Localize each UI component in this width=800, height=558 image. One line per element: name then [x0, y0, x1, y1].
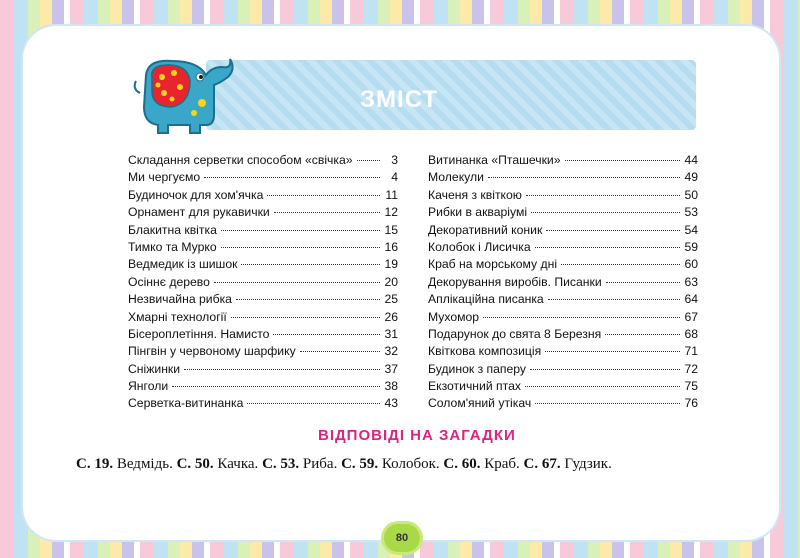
toc-entry-title: Рибки в акваріумі — [428, 205, 528, 220]
toc-entry-title: Ведмедик із шишок — [128, 257, 238, 272]
toc-entry — [428, 310, 698, 327]
answers-title: ВІДПОВІДІ НА ЗАГАДКИ — [318, 427, 516, 444]
answer-ref: С. 19. — [76, 456, 114, 472]
toc-entry — [428, 275, 698, 292]
toc-entry-page: 31 — [384, 326, 398, 341]
answer-ref: С. 60. — [443, 456, 481, 472]
toc-entry — [128, 188, 398, 205]
toc-entry-page: 75 — [684, 379, 698, 394]
toc-entry-title: Аплікаційна писанка — [428, 292, 544, 307]
toc-entry-page: 11 — [385, 187, 398, 202]
toc-entry — [428, 188, 698, 205]
dot-leader — [300, 351, 380, 352]
dot-leader — [605, 334, 680, 335]
toc-entry-title: Краб на морському дні — [428, 257, 558, 272]
toc-entry — [128, 170, 398, 187]
dot-leader — [483, 317, 680, 318]
toc-entry — [428, 257, 698, 274]
dot-leader — [548, 299, 680, 300]
answer-ref: С. 53. — [262, 456, 300, 472]
elephant-icon — [128, 55, 240, 137]
toc-right-column — [428, 153, 698, 414]
toc-entry-page: 25 — [384, 292, 398, 307]
toc-entry-title: Тимко та Мурко — [128, 239, 217, 254]
toc-entry-title: Мухомор — [428, 309, 480, 324]
dot-leader — [247, 403, 380, 404]
answer-text: Гудзик. — [564, 456, 612, 472]
dot-leader — [525, 386, 680, 387]
dot-leader — [357, 160, 380, 161]
toc-entry-title: Будиночок для хом'ячка — [128, 187, 264, 202]
toc-left-column — [128, 153, 398, 414]
toc-entry-title: Подарунок до свята 8 Березня — [428, 326, 602, 341]
toc-entry-title: Янголи — [128, 379, 169, 394]
toc-entry-page: 68 — [684, 326, 698, 341]
answer-text: Качка. — [217, 456, 259, 472]
page-title: ЗМІСТ — [360, 86, 439, 113]
toc-entry-page: 72 — [684, 361, 698, 376]
toc-entry-title: Молекули — [428, 170, 484, 185]
dot-leader — [221, 247, 380, 248]
toc-entry-page: 59 — [684, 239, 698, 254]
toc-entry-page: 16 — [384, 239, 398, 254]
toc-entry-page: 43 — [384, 396, 398, 411]
toc-entry — [128, 240, 398, 257]
toc-entry-page: 54 — [684, 222, 698, 237]
toc-entry-title: Солом'яний утікач — [428, 396, 532, 411]
dot-leader — [214, 282, 380, 283]
toc-entry-title: Орнамент для рукавички — [128, 205, 270, 220]
toc-entry — [428, 153, 698, 170]
dot-leader — [535, 403, 680, 404]
toc-entry-title: Сніжинки — [128, 361, 181, 376]
toc-entry-title: Екзотичний птах — [428, 379, 521, 394]
toc-entry — [428, 396, 698, 413]
dot-leader — [204, 177, 380, 178]
dot-leader — [172, 386, 380, 387]
dot-leader — [535, 247, 680, 248]
toc-entry — [428, 223, 698, 240]
toc-entry-title: Серветка-витинанка — [128, 396, 244, 411]
answer-ref: С. 59. — [341, 456, 379, 472]
toc-entry-page: 38 — [384, 379, 398, 394]
dot-leader — [488, 177, 680, 178]
toc-entry-page: 26 — [384, 309, 398, 324]
toc-entry — [128, 223, 398, 240]
toc-entry — [128, 344, 398, 361]
toc-entry-title: Декорування виробів. Писанки — [428, 274, 602, 289]
toc-entry — [428, 205, 698, 222]
toc-entry-title: Витинанка «Пташечки» — [428, 153, 561, 167]
dot-leader — [606, 282, 680, 283]
toc-entry-page: 63 — [684, 274, 698, 289]
toc-entry-page: 49 — [684, 170, 698, 185]
toc-entry-title: Складання серветки способом «свічка» — [128, 153, 353, 167]
toc-entry-title: Будинок з паперу — [428, 361, 527, 376]
toc-entry-title: Осіннє дерево — [128, 274, 210, 289]
toc-entry-page: 44 — [684, 153, 698, 167]
dot-leader — [184, 369, 380, 370]
toc-entry-page: 12 — [384, 205, 398, 220]
toc-entry-title: Пінгвін у червоному шарфику — [128, 344, 296, 359]
dot-leader — [274, 212, 380, 213]
toc-entry — [128, 257, 398, 274]
toc-entry — [128, 362, 398, 379]
toc-entry-title: Каченя з квіткою — [428, 187, 522, 202]
toc-entry-title: Ми чергуємо — [128, 170, 201, 185]
dot-leader — [231, 317, 380, 318]
toc-entry — [128, 292, 398, 309]
answer-text: Ведмідь. — [116, 456, 173, 472]
toc-entry — [128, 327, 398, 344]
toc-entry — [428, 344, 698, 361]
toc-entry-page: 32 — [384, 344, 398, 359]
toc-entry-page: 60 — [684, 257, 698, 272]
toc-entry-title: Незвичайна рибка — [128, 292, 232, 307]
toc-entry-title: Декоративний коник — [428, 222, 543, 237]
dot-leader — [267, 195, 380, 196]
toc-entry-page: 67 — [684, 309, 698, 324]
toc-entry — [128, 379, 398, 396]
toc-entry-title: Квіткова композиція — [428, 344, 542, 359]
toc-entry-page: 53 — [684, 205, 698, 220]
answer-ref: С. 67. — [523, 456, 561, 472]
toc-entry — [428, 379, 698, 396]
toc-entry-page: 37 — [384, 361, 398, 376]
toc-entry-page: 20 — [384, 274, 398, 289]
toc-entry — [128, 275, 398, 292]
toc-entry-page: 71 — [684, 344, 698, 359]
page-number-badge — [384, 524, 420, 552]
answer-text: Краб. — [484, 456, 520, 472]
toc-entry-page: 15 — [384, 222, 398, 237]
toc-entry — [428, 240, 698, 257]
toc-entry-page: 4 — [391, 170, 398, 185]
dot-leader — [221, 230, 380, 231]
toc-entry-title: Блакитна квітка — [128, 222, 217, 237]
toc-entry-page: 50 — [684, 187, 698, 202]
toc-entry — [428, 362, 698, 379]
dot-leader — [236, 299, 380, 300]
toc-entry — [428, 327, 698, 344]
toc-entry — [128, 310, 398, 327]
toc-entry-title: Колобок і Лисичка — [428, 239, 531, 254]
toc-entry — [128, 153, 398, 170]
toc-entry-page: 19 — [384, 257, 398, 272]
answer-ref: С. 50. — [176, 456, 214, 472]
toc-entry — [128, 396, 398, 413]
toc-entry-page: 3 — [391, 153, 398, 167]
dot-leader — [546, 230, 680, 231]
answers-line — [76, 456, 766, 473]
toc-entry-page: 76 — [684, 396, 698, 411]
answer-text: Колобок. — [381, 456, 440, 472]
dot-leader — [526, 195, 680, 196]
toc-entry — [428, 292, 698, 309]
toc-entry — [428, 170, 698, 187]
dot-leader — [530, 369, 680, 370]
toc-entry-title: Бісероплетіння. Намисто — [128, 326, 270, 341]
page-number: 80 — [395, 532, 409, 544]
dot-leader — [561, 264, 680, 265]
answer-text: Риба. — [302, 456, 338, 472]
dot-leader — [241, 264, 380, 265]
toc-entry-page: 64 — [684, 292, 698, 307]
toc-entry — [128, 205, 398, 222]
dot-leader — [565, 160, 680, 161]
dot-leader — [545, 351, 680, 352]
toc-entry-title: Хмарні технології — [128, 309, 227, 324]
dot-leader — [531, 212, 680, 213]
dot-leader — [273, 334, 380, 335]
